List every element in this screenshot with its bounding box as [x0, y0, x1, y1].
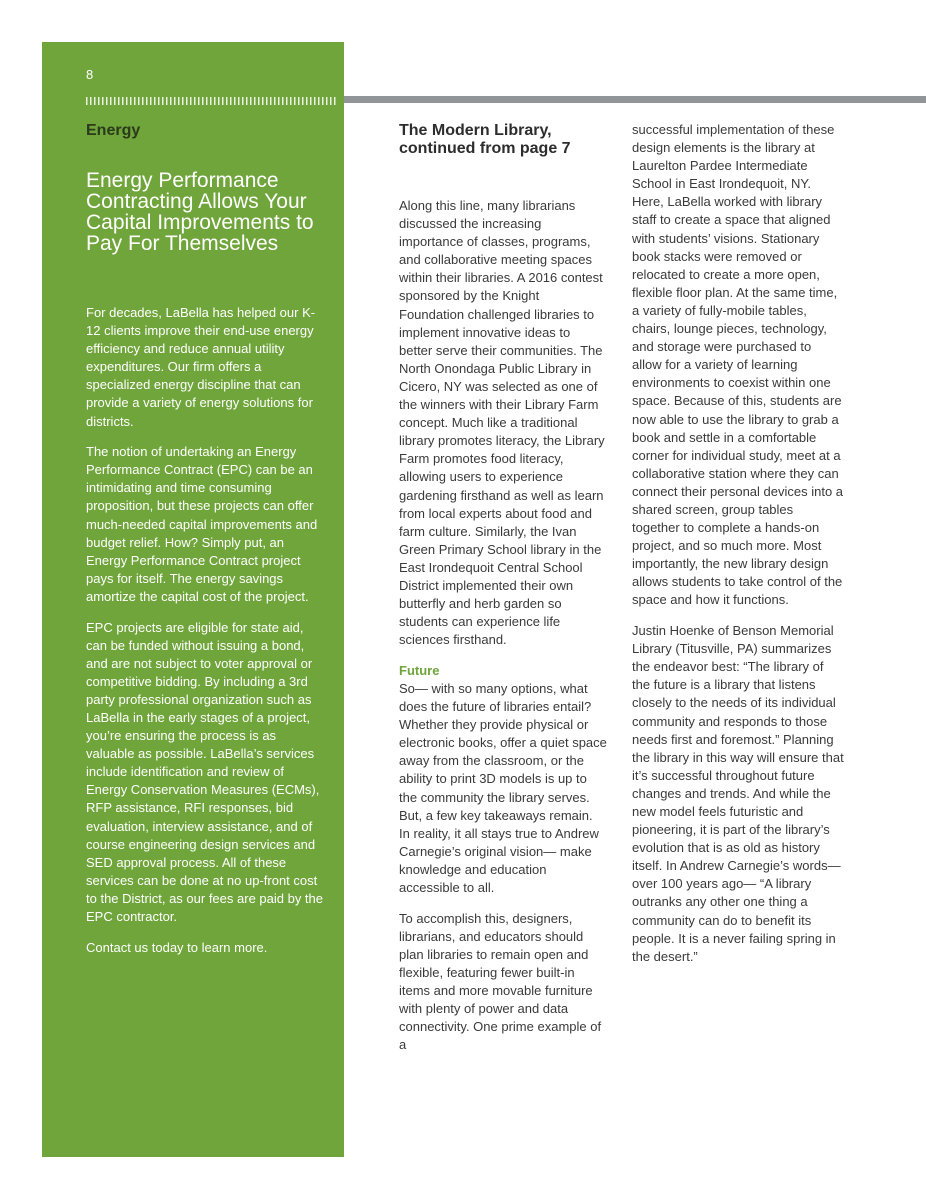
article-paragraph: Justin Hoenke of Benson Memorial Library (Titusville, PA) summarizes the endeavor best: “The library of the future is a library that listens closely to the needs of its individual community and responds to those needs first and foremost.” Planning the library in this way will ensure that it’s successful throughout future changes and trends. And while the new model feels futuristic and pioneering, it is part of the library’s evolution that is as old as history itself. In Andrew Carnegie’s words— over 100 years ago— “A library outranks any other one thing a community can do to benefit its people. It is a never failing spring in the desert.”	[632, 623, 844, 964]
article-paragraph	[399, 662, 607, 897]
article-column-right	[632, 121, 844, 978]
sidebar-paragraph: EPC projects are eligible for state aid, can be funded without issuing a bond, and are not subject to voter approval or competitive bidding. By including a 3rd party professional organization such as LaBella in the early stages of a project, you’re ensuring the process is as valuable as possible. LaBella’s services include identification and review of Energy Conservation Measures (ECMs), RFP assistance, RFI responses, bid evaluation, interview assistance, and of course engineering design services and SED approval process. All of these services can be done at no up-front cost to the District, as our fees are paid by the EPC contractor.	[86, 619, 324, 924]
sidebar-headline: Energy Performance Contracting Allows Your Capital Improvements to Pay For Themselves	[86, 169, 314, 255]
sidebar-paragraph: For decades, LaBella has helped our K-12 clients improve their end-use energy efficiency and reduce annual utility expenditures. Our firm offers a specialized energy discipline that can provide a variety of energy solutions for districts.	[86, 305, 316, 429]
sidebar-paragraph: The notion of undertaking an Energy Performance Contract (EPC) can be an intimidating and time consuming proposition, but these projects can offer much-needed capital improvements and budget relief. How? Simply put, an Energy Performance Contract project pays for itself. The energy savings amortize the capital cost of the project.	[86, 444, 318, 604]
sidebar-body	[86, 304, 326, 969]
article-paragraph: To accomplish this, designers, librarians, and educators should plan libraries to remain open and flexible, featuring fewer built-in items and more movable furniture with plenty of power and data connectivity. One prime example of a	[399, 910, 602, 1053]
energy-sidebar	[42, 42, 344, 1157]
section-label: Energy	[86, 122, 141, 139]
article-paragraph: Along this line, many librarians discussed the increasing importance of classes, programs, and collaborative meeting spaces within their libraries. A 2016 contest sponsored by the Knight Foundation challenged libraries to implement innovative ideas to better serve their communities. The North Onondaga Public Library in Cicero, NY was selected as one of the winners with their Library Farm concept. Much like a traditional library promotes literacy, the Library Farm promotes food literacy, allowing users to experience gardening firsthand as well as learn from local experts about food and farm culture. Similarly, the Ivan Green Primary School library in the East Irondequoit Central School District implemented their own butterfly and herb garden so students can experience life sciences firsthand.	[399, 198, 605, 648]
sidebar-contact-line: Contact us today to learn more.	[86, 939, 268, 955]
future-subheading: Future	[399, 662, 440, 678]
article-paragraph: successful implementation of these design elements is the library at Laurelton Pardee Intermediate School in East Irondequoit, NY. Here, LaBella worked with library staff to create a space that aligned with students’ visions. Stationary book stacks were removed or relocated to create a more open, flexible floor plan. At the same time, a variety of fully-mobile tables, chairs, lounge pieces, technology, and storage were purchased to allow for a variety of learning environments to coexist within one space. Because of this, students are now able to use the library to grab a book and settle in a comfortable corner for individual study, meet at a collaborative station where they can connect their personal devices into a shared screen, group tables together to complete a hands-on project, and so much more. Most importantly, the new library design allows students to take control of the space and how it functions.	[632, 122, 844, 608]
future-text: So— with so many options, what does the future of libraries entail? Whether they provide physical or electronic books, offer a quiet space away from the classroom, or the ability to print 3D models is up to the community the library serves. But, a few key takeaways remain. In reality, it all stays true to Andrew Carnegie’s original vision— make knowledge and education accessible to all.	[399, 680, 607, 895]
article-title: The Modern Library, continued from page 7	[399, 122, 571, 157]
decorative-hatch-rule	[86, 97, 338, 105]
top-gray-rule	[344, 96, 926, 103]
article-column-left	[399, 122, 607, 1067]
page-number: 8	[86, 67, 94, 82]
